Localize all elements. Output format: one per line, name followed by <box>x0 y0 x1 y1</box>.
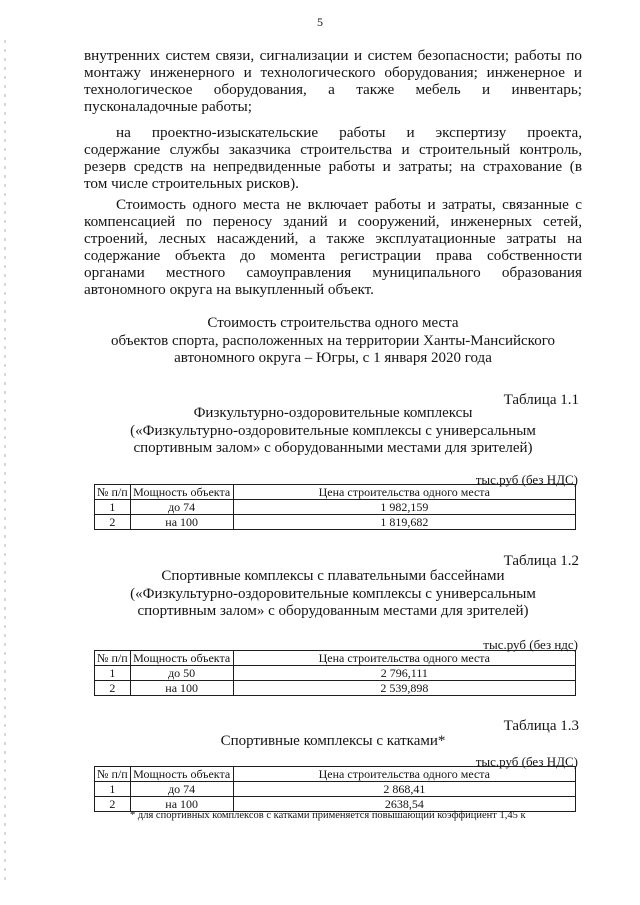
table-row <box>95 666 576 681</box>
table-header-row <box>95 651 576 666</box>
header-capacity: Мощность объекта <box>130 651 233 666</box>
page-number: 5 <box>317 15 323 29</box>
caption-line: Физкультурно-оздоровительные комплексы <box>193 405 473 421</box>
table-1-2-units: тыс.руб (без ндс) <box>483 637 578 652</box>
text-line: содержание объекта до момента регистрации права собственности <box>84 247 582 264</box>
table-row <box>95 515 576 530</box>
text-line: органами местного самоуправления муниципального образования <box>84 264 582 281</box>
table-1-1-caption <box>84 405 582 458</box>
section-title-line: автономного округа – Югры, с 1 января 2020 года <box>174 350 492 366</box>
table-1-1-units: тыс.руб (без НДС) <box>475 472 578 487</box>
header-price: Цена строительства одного места <box>233 767 575 782</box>
cell-price: 2638,54 <box>233 797 575 812</box>
text-line: Стоимость одного места не включает работы и затраты, связанные с <box>116 196 582 213</box>
header-price: Цена строительства одного места <box>233 485 575 500</box>
caption-line: («Физкультурно-оздоровительные комплексы с универсальным <box>130 422 536 439</box>
cell-number: 2 <box>95 797 131 812</box>
table-1-3-caption <box>84 733 582 751</box>
footnote: * для спортивных комплексов с катками применяется повышающий коэффициент 1,45 к <box>130 810 526 821</box>
cell-capacity: до 50 <box>130 666 233 681</box>
caption-line: Спортивные комплексы с катками* <box>220 733 446 749</box>
cell-number: 1 <box>95 782 131 797</box>
text-line: компенсацией по переносу зданий и сооружений, инженерных сетей, <box>84 213 582 230</box>
paragraph-exclusions <box>84 196 582 298</box>
table-1-1 <box>94 484 576 530</box>
paragraph-works <box>84 47 582 115</box>
text-line: технологическое оборудования, а также мебель и инвентарь; <box>84 81 582 98</box>
table-row <box>95 500 576 515</box>
caption-line: («Физкультурно-оздоровительные комплексы с универсальным <box>130 585 536 602</box>
section-title <box>84 315 582 368</box>
text-line: строений, лесных насаждений, а также эксплуатационные затраты на <box>84 230 582 247</box>
header-price: Цена строительства одного места <box>233 651 575 666</box>
table-header-row <box>95 485 576 500</box>
table-1-2-caption <box>84 568 582 621</box>
header-number: № п/п <box>95 651 131 666</box>
text-line: автономного округа на выкупленный объект. <box>84 281 374 298</box>
table-row <box>95 681 576 696</box>
cell-number: 1 <box>95 500 131 515</box>
table-1-2 <box>94 650 576 696</box>
caption-line: Спортивные комплексы с плавательными бассейнами <box>161 568 505 584</box>
caption-line: спортивным залом» с оборудованным местами для зрителей) <box>137 603 529 619</box>
header-number: № п/п <box>95 485 131 500</box>
table-1-3-label: Таблица 1.3 <box>503 718 579 734</box>
table-1-1-label: Таблица 1.1 <box>503 392 579 408</box>
text-line: резерв средств на непредвиденные работы и затраты; на страхование (в <box>84 158 582 175</box>
header-capacity: Мощность объекта <box>130 767 233 782</box>
table-header-row <box>95 767 576 782</box>
cell-price: 2 868,41 <box>233 782 575 797</box>
section-title-line: объектов спорта, расположенных на территории Ханты-Мансийского <box>111 332 555 349</box>
cell-capacity: до 74 <box>130 500 233 515</box>
cell-capacity: на 100 <box>130 797 233 812</box>
text-line: внутренних систем связи, сигнализации и систем безопасности; работы по <box>84 47 582 64</box>
table-1-3 <box>94 766 576 812</box>
cell-number: 2 <box>95 681 131 696</box>
text-line: на проектно-изыскательские работы и экспертизу проекта, <box>116 124 582 141</box>
cell-capacity: на 100 <box>130 515 233 530</box>
paragraph-design <box>84 124 582 192</box>
cell-price: 1 982,159 <box>233 500 575 515</box>
table-1-2-label: Таблица 1.2 <box>503 553 579 569</box>
section-title-line: Стоимость строительства одного места <box>207 315 459 331</box>
text-line: том числе строительных рисков). <box>84 175 299 192</box>
table-row <box>95 782 576 797</box>
cell-price: 2 796,111 <box>233 666 575 681</box>
cell-price: 2 539,898 <box>233 681 575 696</box>
cell-price: 1 819,682 <box>233 515 575 530</box>
header-number: № п/п <box>95 767 131 782</box>
cell-capacity: до 74 <box>130 782 233 797</box>
cell-number: 2 <box>95 515 131 530</box>
table-1-3-units: тыс.руб (без НДС) <box>475 754 578 769</box>
text-line: содержание службы заказчика строительства и строительный контроль, <box>84 141 582 158</box>
scan-edge-noise <box>4 40 6 880</box>
cell-number: 1 <box>95 666 131 681</box>
header-capacity: Мощность объекта <box>130 485 233 500</box>
cell-capacity: на 100 <box>130 681 233 696</box>
text-line: монтажу инженерного и технологического оборудования; инженерное и <box>84 64 582 81</box>
text-line: пусконаладочные работы; <box>84 98 252 115</box>
caption-line: спортивным залом» с оборудованными местами для зрителей) <box>133 440 533 456</box>
